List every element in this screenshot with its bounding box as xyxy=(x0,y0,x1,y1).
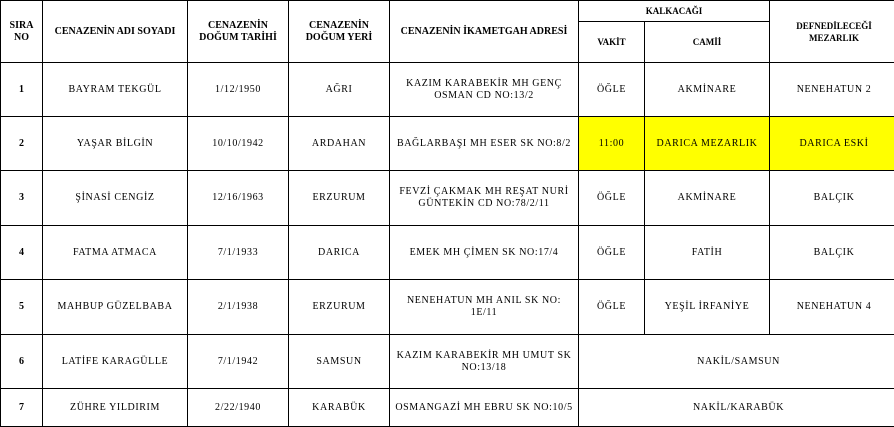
table-row xyxy=(1,117,894,171)
row-birth-date: 7/1/1933 xyxy=(188,226,289,280)
row-camii: YEŞİL İRFANİYE xyxy=(645,280,770,335)
row-camii: AKMİNARE xyxy=(645,63,770,117)
row-name: MAHBUP GÜZELBABA xyxy=(43,280,188,335)
row-birth-date: 2/22/1940 xyxy=(188,389,289,427)
row-camii: FATİH xyxy=(645,226,770,280)
row-mezarlik: NENEHATUN 4 xyxy=(770,280,894,335)
row-mezarlik: DARICA ESKİ xyxy=(770,117,894,171)
table-row xyxy=(1,389,894,427)
row-birth-place: ERZURUM xyxy=(289,280,390,335)
row-vakit: ÖĞLE xyxy=(579,63,645,117)
row-birth-place: KARABÜK xyxy=(289,389,390,427)
header-dogum-tarihi: CENAZENİN DOĞUM TARİHİ xyxy=(188,1,289,63)
row-name: YAŞAR BİLGİN xyxy=(43,117,188,171)
row-no: 2 xyxy=(1,117,43,171)
header-adi-soyadi: CENAZENİN ADI SOYADI xyxy=(43,1,188,63)
row-birth-place: SAMSUN xyxy=(289,335,390,389)
row-birth-date: 12/16/1963 xyxy=(188,171,289,226)
row-no: 1 xyxy=(1,63,43,117)
row-birth-date: 10/10/1942 xyxy=(188,117,289,171)
table-row xyxy=(1,63,894,117)
table-row xyxy=(1,226,894,280)
row-address: KAZIM KARABEKİR MH GENÇ OSMAN CD NO:13/2 xyxy=(390,63,579,117)
header-camii: CAMİİ xyxy=(645,22,770,63)
row-address: NENEHATUN MH ANIL SK NO: 1E/11 xyxy=(390,280,579,335)
row-no: 6 xyxy=(1,335,43,389)
row-name: BAYRAM TEKGÜL xyxy=(43,63,188,117)
row-birth-place: AĞRI xyxy=(289,63,390,117)
row-vakit: 11:00 xyxy=(579,117,645,171)
row-birth-place: ARDAHAN xyxy=(289,117,390,171)
row-birth-date: 2/1/1938 xyxy=(188,280,289,335)
row-address: OSMANGAZİ MH EBRU SK NO:10/5 xyxy=(390,389,579,427)
row-name: LATİFE KARAGÜLLE xyxy=(43,335,188,389)
row-name: FATMA ATMACA xyxy=(43,226,188,280)
row-name: ZÜHRE YILDIRIM xyxy=(43,389,188,427)
row-camii: AKMİNARE xyxy=(645,171,770,226)
row-vakit: ÖĞLE xyxy=(579,226,645,280)
row-vakit: ÖĞLE xyxy=(579,280,645,335)
row-birth-place: ERZURUM xyxy=(289,171,390,226)
row-no: 4 xyxy=(1,226,43,280)
row-camii: DARICA MEZARLIK xyxy=(645,117,770,171)
header-mezarlik: DEFNEDİLECEĞİ MEZARLIK xyxy=(770,1,894,63)
header-kalkacagi: KALKACAĞI xyxy=(579,1,770,22)
row-transfer-note: NAKİL/KARABÜK xyxy=(579,389,894,427)
header-vakit: VAKİT xyxy=(579,22,645,63)
header-ikametgah: CENAZENİN İKAMETGAH ADRESİ xyxy=(390,1,579,63)
row-transfer-note: NAKİL/SAMSUN xyxy=(579,335,894,389)
row-no: 7 xyxy=(1,389,43,427)
row-address: BAĞLARBAŞI MH ESER SK NO:8/2 xyxy=(390,117,579,171)
row-address: EMEK MH ÇİMEN SK NO:17/4 xyxy=(390,226,579,280)
row-birth-date: 7/1/1942 xyxy=(188,335,289,389)
row-mezarlik: BALÇIK xyxy=(770,171,894,226)
row-mezarlik: BALÇIK xyxy=(770,226,894,280)
row-name: ŞİNASİ CENGİZ xyxy=(43,171,188,226)
row-birth-date: 1/12/1950 xyxy=(188,63,289,117)
row-birth-place: DARICA xyxy=(289,226,390,280)
table-row xyxy=(1,280,894,335)
row-mezarlik: NENEHATUN 2 xyxy=(770,63,894,117)
row-address: KAZIM KARABEKİR MH UMUT SK NO:13/18 xyxy=(390,335,579,389)
row-no: 5 xyxy=(1,280,43,335)
header-sira-no: SIRA NO xyxy=(1,1,43,63)
table-row xyxy=(1,171,894,226)
row-address: FEVZİ ÇAKMAK MH REŞAT NURİ GÜNTEKİN CD NO:78/2/11 xyxy=(390,171,579,226)
table-row xyxy=(1,335,894,389)
header-dogum-yeri: CENAZENİN DOĞUM YERİ xyxy=(289,1,390,63)
row-no: 3 xyxy=(1,171,43,226)
row-vakit: ÖĞLE xyxy=(579,171,645,226)
